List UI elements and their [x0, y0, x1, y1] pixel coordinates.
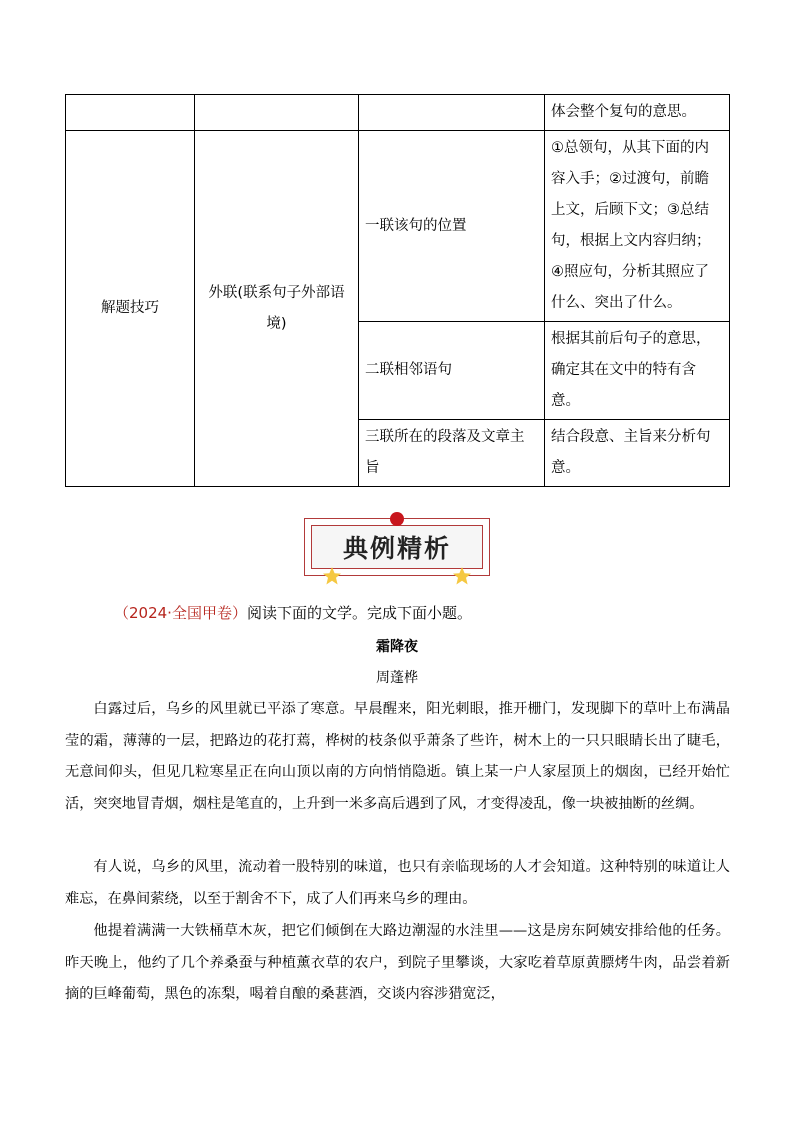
table-row	[66, 95, 730, 131]
table-cell	[195, 95, 359, 131]
step-cell: 二联相邻语句	[359, 322, 545, 420]
table-cell	[359, 95, 545, 131]
red-dot-icon	[390, 512, 404, 526]
passage-paragraph: 有人说，乌乡的风里，流动着一股特别的味道，也只有亲临现场的人才会知道。这种特别的味道让人难忘，在鼻间萦绕，以至于割舍不下，成了人们再来乌乡的理由。	[65, 859, 730, 907]
passage-title: 霜降夜	[376, 639, 418, 655]
passage-author: 周蓬桦	[376, 670, 418, 686]
section-banner	[304, 512, 490, 584]
star-icon	[322, 566, 342, 586]
exam-source: （2024·全国甲卷）	[114, 604, 247, 622]
table-row	[66, 131, 730, 322]
technique-table	[65, 94, 730, 487]
detail-cell: 结合段意、主旨来分析句意。	[545, 420, 730, 487]
table-cell	[66, 95, 195, 131]
banner-title: 典例精析	[342, 534, 451, 563]
passage-paragraph: 他提着满满一大铁桶草木灰，把它们倾倒在大路边潮湿的水洼里——这是房东阿姨安排给他的任务。昨天晚上，他约了几个养桑蚕与种植薰衣草的农户，到院子里攀谈，大家吃着草原黄膘烤牛肉，品尝着新摘的巨峰葡萄，黑色的冻梨，喝着自酿的桑葚酒，交谈内容涉猎宽泛，	[65, 923, 730, 1002]
question-intro	[114, 602, 472, 623]
method-cell: 外联(联系句子外部语境)	[195, 131, 359, 487]
step-cell: 三联所在的段落及文章主旨	[359, 420, 545, 487]
detail-cell: 根据其前后句子的意思，确定其在文中的特有含意。	[545, 322, 730, 420]
detail-cell: ①总领句，从其下面的内容入手；②过渡句，前瞻上文，后顾下文；③总结句，根据上文内容归纳；④照应句，分析其照应了什么、突出了什么。	[545, 131, 730, 322]
category-cell: 解题技巧	[66, 131, 195, 487]
star-icon	[452, 566, 472, 586]
banner-inner-frame	[311, 525, 483, 569]
passage-paragraph: 白露过后，乌乡的风里就已平添了寒意。早晨醒来，阳光刺眼，推开栅门，发现脚下的草叶上布满晶莹的霜，薄薄的一层，把路边的花打蔫，桦树的枝条似乎萧条了些许，树木上的一只只眼睛长出了睫毛，无意间仰头，但见几粒寒星正在向山顶以南的方向悄悄隐逝。镇上某一户人家屋顶上的烟囱，已经开始忙活，突突地冒青烟，烟柱是笔直的，上升到一米多高后遇到了风，才变得凌乱，像一块被抽断的丝绸。	[65, 701, 730, 812]
instruction-text: 阅读下面的文学。完成下面小题。	[246, 604, 472, 622]
table-cell: 体会整个复句的意思。	[545, 95, 730, 131]
step-cell: 一联该句的位置	[359, 131, 545, 322]
